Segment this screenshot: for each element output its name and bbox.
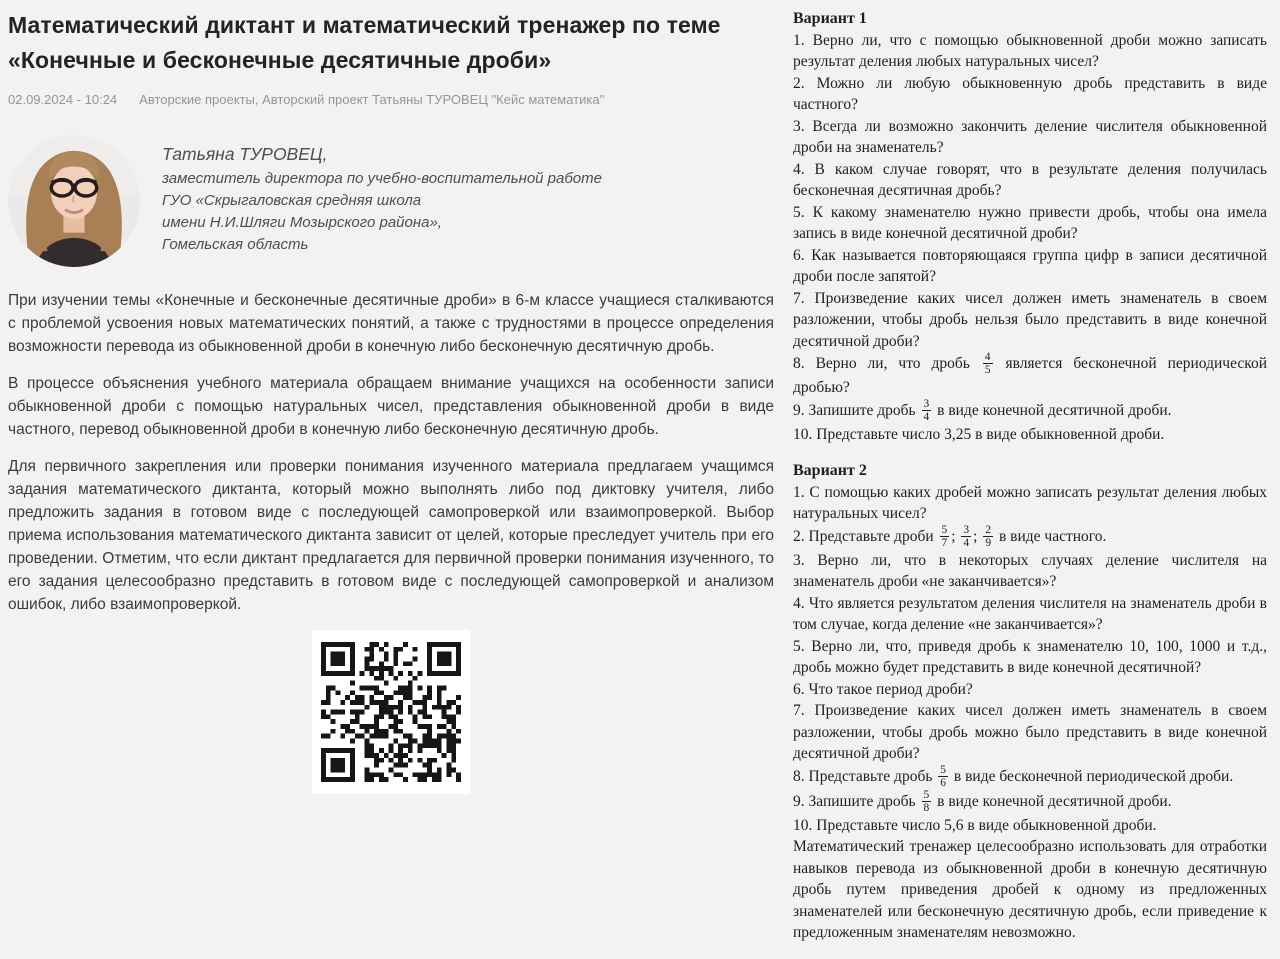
author-name: Татьяна ТУРОВЕЦ, <box>162 144 328 164</box>
author-school: ГУО «Скрыгаловская средняя школа <box>162 192 422 209</box>
avatar <box>8 135 140 267</box>
author-photo-icon <box>8 135 140 267</box>
article-body <box>8 289 774 616</box>
qr-code-icon <box>321 642 461 782</box>
qr-card <box>312 630 470 794</box>
question-item: 9. Запишите дробь $\frac{5}{8}$ в виде конечной десятичной дроби. <box>793 788 1172 814</box>
question-item: 5. К какому знаменателю нужно привести дробь, чтобы она имела запись в виде конечной десятичной дроби? <box>793 203 1267 242</box>
question-item: 7. Произведение каких чисел должен иметь знаменатель в своем разложении, чтобы дробь можно было представить в виде конечной десятичной дроби? <box>793 702 1267 763</box>
variant-2 <box>793 460 1267 944</box>
author-school-2: имени Н.И.Шляги Мозырского района», <box>162 214 442 231</box>
paragraph: В процессе объяснения учебного материала обращаем внимание учащихся на особенности записи обыкновенной дроби с помощью натуральных чисел, представления обыкновенной дроби в виде частного, перевод обыкновенной дроби в конечную либо бесконечную десятичную дробь. <box>8 375 774 438</box>
fraction: $\frac{5}{7}$ <box>941 523 948 549</box>
fraction: $\frac{4}{5}$ <box>984 351 991 377</box>
question-item: 3. Верно ли, что в некоторых случаях деление числителя на знаменатель дроби «не заканчивается»? <box>793 551 1267 591</box>
fraction: $\frac{3}{4}$ <box>963 523 970 549</box>
question-item: 5. Верно ли, что, приведя дробь к знаменателю 10, 100, 1000 и т.д., дробь можно будет представить в виде конечной десятичной? <box>793 637 1267 677</box>
fraction: $\frac{2}{9}$ <box>985 523 992 549</box>
question-item: 7. Произведение каких чисел должен иметь знаменатель в своем разложении, чтобы дробь нельзя было представить в виде конечной десятичной дроби? <box>793 289 1267 350</box>
trainer-conclusion: Математический тренажер целесообразно использовать для отработки навыков перевода из обыкновенной дроби в конечную десятичную дробь путем приведения дробей к одному из предложенных знаменателей или бесконечную десятичную дробь, если приведение к предложенным знаменателям невозможно. <box>793 838 1267 942</box>
paragraph: Для первичного закрепления или проверки понимания изученного материала предлагаем учащимся задания математического диктанта, который можно выполнять либо под диктовку учителя, либо предложить задания в готовом виде с последующей самопроверкой или взаимопроверкой. Выбор приема использования математического диктанта зависит от целей, которые преследует учитель при его проведении. Отметим, что если диктант предлагается для первичной проверки понимания изученного, то его задания целесообразно представить в готовом виде с последующей самопроверкой и анализом ошибок, либо взаимопроверкой. <box>8 458 774 613</box>
question-item: 1. С помощью каких дробей можно записать результат деления любых натуральных чисел? <box>793 483 1267 523</box>
page-title: Математический диктант и математический тренажер по теме «Конечные и бесконечные десятичные дроби» <box>8 12 721 73</box>
author-region: Гомельская область <box>162 236 309 253</box>
variant-1-title: Вариант 1 <box>793 10 867 27</box>
question-item: 1. Верно ли, что с помощью обыкновенной дроби можно записать результат деления любых натуральных чисел? <box>793 31 1267 70</box>
fraction: $\frac{3}{4}$ <box>923 397 930 423</box>
question-item: 4. Что является результатом деления числителя на знаменатель дроби в том случае, когда деление «не заканчивается»? <box>793 594 1267 634</box>
main-content <box>8 8 774 794</box>
author-role: заместитель директора по учебно-воспитательной работе <box>162 170 602 187</box>
question-item: 2. Представьте дроби $\frac{5}{7}$ ; $\frac{3}{4}$ ; $\frac{2}{9}$ в виде частного. <box>793 523 1107 549</box>
question-item: 9. Запишите дробь $\frac{3}{4}$ в виде конечной десятичной дроби. <box>793 397 1172 423</box>
fraction: $\frac{5}{8}$ <box>923 788 930 814</box>
question-item: 4. В каком случае говорят, что в результате деления получилась бесконечная десятичная дробь? <box>793 160 1267 199</box>
author-block <box>8 135 774 267</box>
question-item: 6. Что такое период дроби? <box>793 680 973 698</box>
question-item: 2. Можно ли любую обыкновенную дробь представить в виде частного? <box>793 74 1267 113</box>
question-item: 10. Представьте число 3,25 в виде обыкновенной дроби. <box>793 425 1165 443</box>
post-meta <box>8 92 774 107</box>
question-item: 8. Представьте дробь $\frac{5}{6}$ в виде бесконечной периодической дроби. <box>793 763 1234 789</box>
variants-panel <box>793 8 1267 959</box>
author-info <box>162 135 602 256</box>
post-date: 02.09.2024 - 10:24 <box>8 92 118 107</box>
question-item: 6. Как называется повторяющаяся группа цифр в записи десятичной дроби после запятой? <box>793 246 1267 285</box>
question-item: 8. Верно ли, что дробь $\frac{4}{5}$ является бесконечной периодической дробью? <box>793 351 1267 397</box>
variant-2-title: Вариант 2 <box>793 462 867 480</box>
fraction: $\frac{5}{6}$ <box>940 763 947 789</box>
question-item: 3. Всегда ли возможно закончить деление числителя обыкновенной дроби на знаменатель? <box>793 117 1267 156</box>
breadcrumb[interactable]: Авторские проекты, Авторский проект Татьяны ТУРОВЕЦ "Кейс математика" <box>139 92 605 107</box>
variant-1 <box>793 8 1267 445</box>
question-item: 10. Представьте число 5,6 в виде обыкновенной дроби. <box>793 816 1157 834</box>
paragraph: При изучении темы «Конечные и бесконечные десятичные дроби» в 6-м классе учащиеся сталкиваются с проблемой усвоения новых математических понятий, а также с трудностями в процессе определения возможности перевода из обыкновенной дроби в конечную либо бесконечную десятичную дробь. <box>8 292 774 355</box>
